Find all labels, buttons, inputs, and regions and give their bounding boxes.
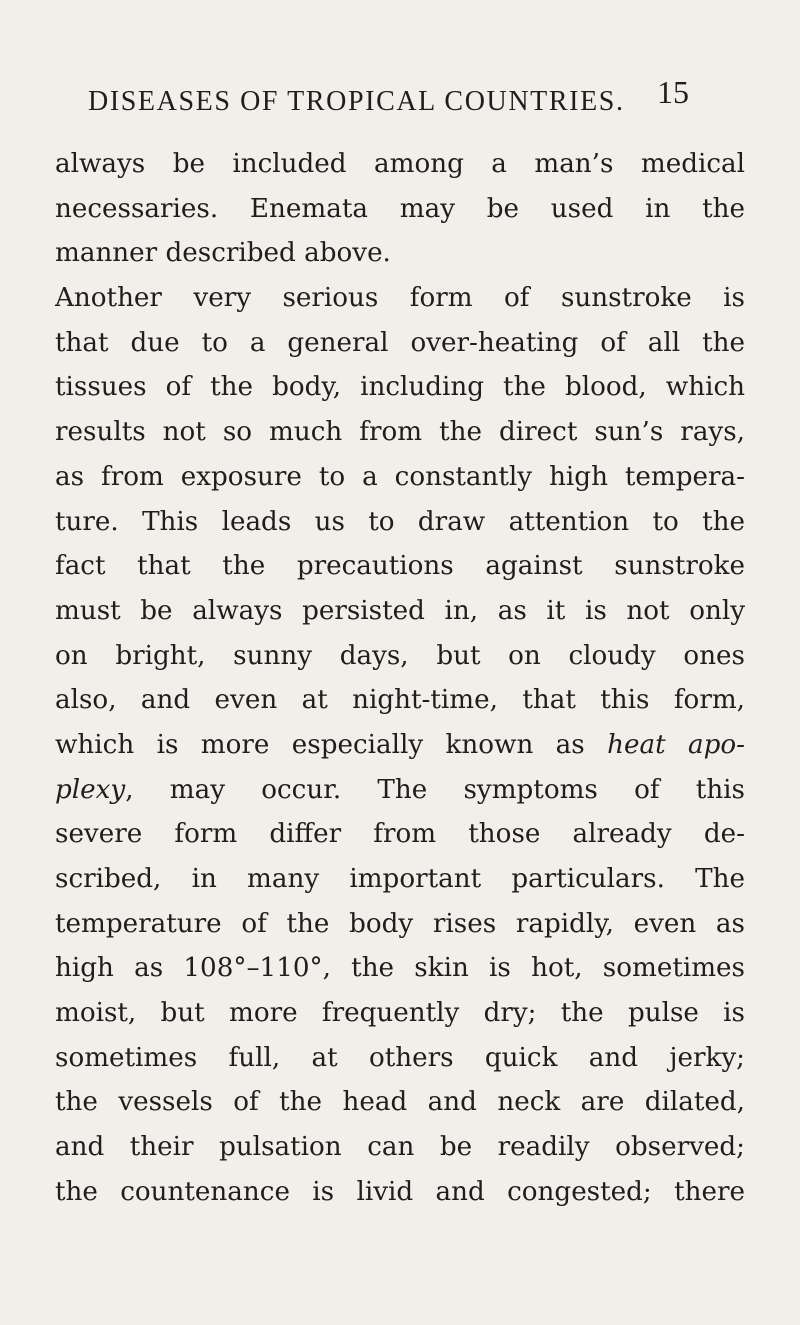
text-line: always be included among a man’s medical [55, 149, 745, 179]
text-line: high as 108°–110°, the skin is hot, sometimes [55, 953, 745, 984]
text-line: ture. This leads us to draw attention to the [55, 506, 745, 537]
page-number: 15 [657, 74, 689, 110]
text-line: severe form differ from those already de- [55, 819, 745, 850]
text-line: fact that the precautions against sunstroke [55, 551, 745, 582]
text-line: manner described above. [55, 238, 391, 269]
text-line: temperature of the body rises rapidly, even as [55, 908, 745, 939]
running-head [0, 74, 800, 126]
text-line: moist, but more frequently dry; the pulse is [55, 998, 745, 1029]
text-line: Another very serious form of sunstroke is [55, 283, 745, 314]
italic-term: plexy [55, 774, 126, 805]
text-line: necessaries. Enemata may be used in the [55, 193, 745, 224]
text-line: sometimes full, at others quick and jerky; [55, 1042, 745, 1073]
text-line: the countenance is livid and congested; there [55, 1176, 745, 1207]
text-line: the vessels of the head and neck are dilated, [55, 1087, 745, 1118]
text-line-with-italic [55, 723, 745, 768]
text-segment: , may occur. The symptoms of this [125, 774, 745, 805]
running-head-title: DISEASES OF TROPICAL COUNTRIES. [88, 86, 625, 117]
text-line: as from exposure to a constantly high tempera- [55, 461, 745, 492]
text-line: must be always persisted in, as it is not only [55, 595, 745, 626]
text-line: results not so much from the direct sun’s rays, [55, 417, 745, 448]
italic-term: heat apo- [607, 729, 745, 760]
text-line: and their pulsation can be readily observed; [55, 1132, 745, 1163]
text-line: on bright, sunny days, but on cloudy ones [55, 640, 745, 671]
text-line: tissues of the body, including the blood, which [55, 372, 745, 403]
text-line: that due to a general over-heating of all the [55, 327, 745, 358]
body-text [55, 142, 745, 1215]
text-line: scribed, in many important particulars. The [55, 864, 745, 894]
text-line-with-italic [55, 768, 745, 813]
text-segment: which is more especially known as [55, 729, 608, 760]
text-line: also, and even at night-time, that this form, [55, 685, 745, 716]
